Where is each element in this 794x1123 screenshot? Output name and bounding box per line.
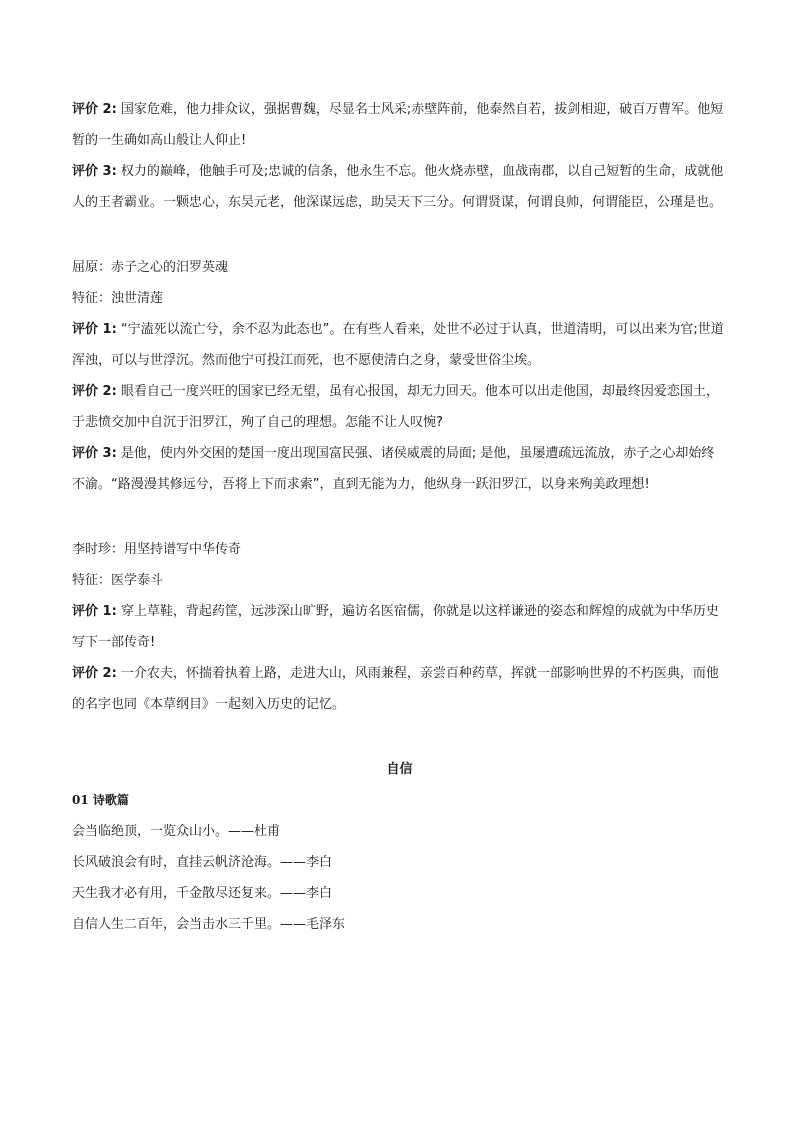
eval-text: 一介农夫，怀揣着执着上路，走进大山，风雨兼程，亲尝百种药草，挥就一部影响世界的不朽医典，而他的名字也同《本草纲目》一起刻入历史的记忆。 [72, 666, 719, 712]
quyuan-title: 屈原：赤子之心的汨罗英魂 [72, 260, 229, 275]
spacer [72, 218, 727, 252]
eval-label: 评价 1: [72, 322, 117, 337]
eval-label: 评价 2: [72, 102, 117, 117]
eval-label: 评价 3: [72, 446, 117, 461]
section-subtitle: 01 诗歌篇 [72, 793, 129, 807]
eval-label: 评价 1: [72, 604, 117, 619]
eval-text: 穿上草鞋，背起药筐，远涉深山旷野，遍访名医宿儒，你就是以这样谦逊的姿态和辉煌的成就为中华历史写下一部传奇! [72, 604, 719, 650]
poem-line: 长风破浪会有时，直挂云帆济沧海。——李白 [72, 855, 333, 870]
spacer [72, 720, 727, 754]
lishizhen-feature: 特征：医学泰斗 [72, 573, 164, 588]
poem-line: 自信人生二百年，会当击水三千里。——毛泽东 [72, 917, 346, 932]
eval-label: 评价 3: [72, 164, 117, 179]
zhouyu-eval3 [72, 156, 727, 218]
eval-text: 是他，使内外交困的楚国一度出现国富民强、诸侯威震的局面; 是他，虽屡遭疏远流放，赤子之心却始终不渝。“路漫漫其修远兮，吾将上下而求索”，直到无能为力，他纵身一跃汨罗江，以身来殉美政理想! [72, 446, 715, 492]
quyuan-eval3 [72, 438, 727, 500]
eval-label: 评价 2: [72, 384, 117, 399]
lishizhen-title: 李时珍：用坚持谱写中华传奇 [72, 542, 242, 557]
eval-text: “宁溘死以流亡兮，余不忍为此态也”。在有些人看来，处世不必过于认真，世道清明，可以出来为官;世道浑浊，可以与世浮沉。然而他宁可投江而死，也不愿使清白之身，蒙受世俗尘埃。 [72, 322, 724, 368]
poem-line: 会当临绝顶，一览众山小。——杜甫 [72, 824, 281, 839]
section-title: 自信 [386, 762, 413, 777]
document-page [72, 94, 727, 940]
quyuan-feature: 特征：浊世清莲 [72, 291, 164, 306]
quyuan-eval1 [72, 314, 727, 376]
eval-text: 权力的巅峰，他触手可及;忠诚的信条，他永生不忘。他火烧赤壁，血战南郡，以自己短暂的生命，成就他人的王者霸业。一颗忠心，东吴元老，他深谋远虑，助吴天下三分。何谓贤谋，何谓良帅，何谓能臣，公瑾是也。 [72, 164, 724, 210]
eval-text: 国家危难，他力排众议，强据曹魏，尽显名士风采;赤壁阵前，他泰然自若，拔剑相迎，破百万曹军。他短暂的一生确如高山般让人仰止! [72, 102, 724, 148]
eval-text: 眼看自己一度兴旺的国家已经无望，虽有心报国，却无力回天。他本可以出走他国，却最终因爱恋国土，于悲愤交加中自沉于汨罗江，殉了自己的理想。怎能不让人叹惋? [72, 384, 719, 430]
spacer [72, 500, 727, 534]
lishizhen-eval2 [72, 658, 727, 720]
eval-label: 评价 2: [72, 666, 117, 681]
poem-line: 天生我才必有用，千金散尽还复来。——李白 [72, 886, 333, 901]
lishizhen-eval1 [72, 596, 727, 658]
zhouyu-eval2 [72, 94, 727, 156]
quyuan-eval2 [72, 376, 727, 438]
